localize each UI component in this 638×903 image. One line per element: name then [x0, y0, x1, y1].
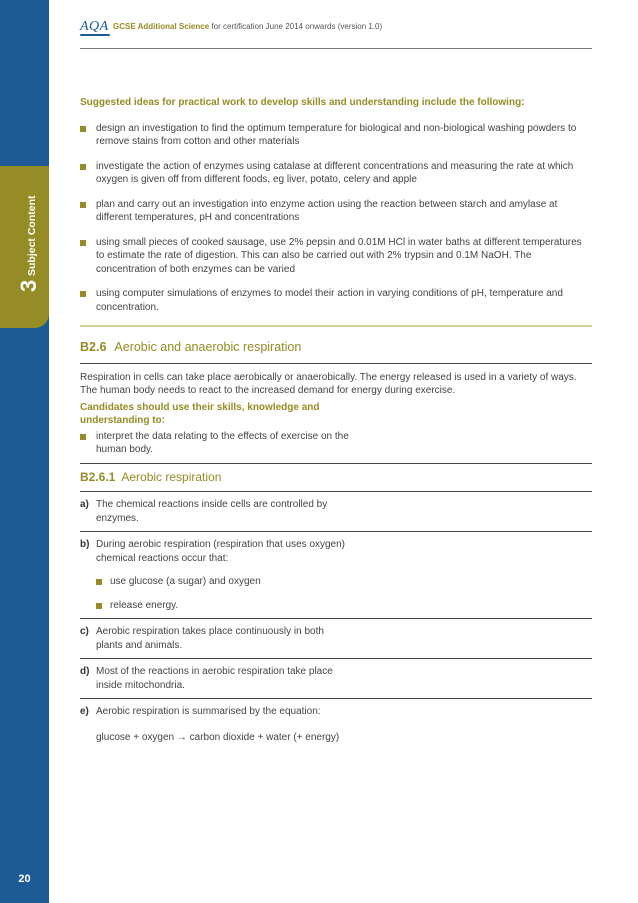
section-title: Aerobic and anaerobic respiration: [114, 340, 302, 354]
item-letter: a): [80, 499, 89, 510]
rule: [80, 618, 592, 619]
sub-item-text: release energy.: [110, 599, 179, 611]
subsection-title: Aerobic respiration: [121, 469, 222, 484]
bullet-square-icon: [80, 291, 86, 297]
practical-intro: Suggested ideas for practical work to develop skills and understanding include the following:: [80, 97, 525, 108]
skills-list: [80, 430, 350, 457]
practical-item-text: design an investigation to find the optimum temperature for biological and non-biological washing powders to remove stains from cotton and other materials: [96, 122, 577, 147]
chapter-title: Subject Content: [26, 195, 38, 276]
rule: [80, 531, 592, 532]
content-item-e: [80, 705, 496, 744]
page-header: [80, 18, 592, 46]
practical-item-text: investigate the action of enzymes using catalase at different concentrations and measuring the rate at which oxygen is given off from different foods, eg liver, potato, celery and apple: [96, 160, 574, 185]
bullet-square-icon: [80, 126, 86, 132]
header-rule: [80, 48, 592, 49]
practical-list: [80, 122, 592, 315]
practical-item: [80, 287, 592, 314]
content-item-b: [80, 538, 346, 612]
chapter-tab-label: [8, 182, 44, 292]
practical-item-text: using computer simulations of enzymes to model their action in varying conditions of pH, temperature and concentration.: [96, 288, 563, 313]
content-item-c: [80, 625, 346, 652]
bullet-square-icon: [80, 202, 86, 208]
practical-item: [80, 122, 592, 149]
spec-title: GCSE Additional Science: [113, 22, 210, 31]
rule: [80, 463, 592, 464]
skill-item: [80, 430, 350, 457]
respiration-equation: glucose + oxygen → carbon dioxide + water (+ energy): [96, 731, 340, 743]
item-text: The chemical reactions inside cells are controlled by enzymes.: [96, 499, 328, 524]
chapter-number: 3: [16, 279, 41, 292]
section-divider: [80, 325, 592, 327]
bullet-square-icon: [96, 579, 102, 585]
aqa-logo: AQA: [80, 19, 109, 34]
item-text: Most of the reactions in aerobic respiration take place inside mitochondria.: [96, 666, 333, 691]
content-item-a: [80, 498, 346, 525]
bullet-square-icon: [80, 240, 86, 246]
item-text: Aerobic respiration is summarised by the equation:: [96, 706, 321, 717]
sub-item-text: use glucose (a sugar) and oxygen: [110, 576, 261, 587]
practical-item: [80, 198, 592, 225]
bullet-square-icon: [80, 434, 86, 440]
content-item-d: [80, 665, 356, 692]
sidebar: [0, 0, 49, 903]
skill-item-text: interpret the data relating to the effects of exercise on the human body.: [96, 430, 349, 455]
practical-item: [80, 160, 592, 187]
header-title: [113, 22, 382, 31]
item-text: Aerobic respiration takes place continuously in both plants and animals.: [96, 626, 324, 651]
rule: [80, 698, 592, 699]
bullet-square-icon: [96, 603, 102, 609]
candidates-heading: Candidates should use their skills, knowledge and understanding to:: [80, 401, 320, 426]
rule: [80, 363, 592, 364]
practical-item-text: using small pieces of cooked sausage, use 2% pepsin and 0.01M HCl in water baths at different temperatures to estimate the rate of digestion. This can also be carried out with 2% trypsin and 0.1M NaOH. The concentration of both enzymes can be varied: [96, 236, 582, 275]
practical-item-text: plan and carry out an investigation into enzyme action using the reaction between starch and amylase at different temperatures, pH and concentrations: [96, 198, 558, 223]
practical-item: [80, 236, 592, 277]
main-content: [80, 96, 592, 750]
page-number: 20: [18, 873, 31, 885]
subsection-heading: [80, 471, 592, 485]
logo-swoosh-icon: [80, 34, 110, 36]
item-text: During aerobic respiration (respiration that uses oxygen) chemical reactions occur that:: [96, 539, 346, 564]
item-letter: d): [80, 666, 90, 677]
item-letter: c): [80, 626, 89, 637]
rule: [80, 491, 592, 492]
section-intro: Respiration in cells can take place aerobically or anaerobically. The energy released is used in a variety of ways. The human body needs to react to the increased demand for energy during exercise.: [80, 371, 577, 396]
sub-item: [96, 575, 346, 589]
item-letter: e): [80, 706, 89, 717]
spec-subtitle: for certification June 2014 onwards (version 1.0): [211, 22, 383, 31]
subsection-number: B2.6.1: [80, 469, 116, 484]
section-number: B2.6: [80, 340, 107, 354]
section-heading: [80, 341, 592, 355]
rule: [80, 658, 592, 659]
sub-item: [96, 599, 346, 613]
bullet-square-icon: [80, 164, 86, 170]
sub-list: [96, 575, 346, 612]
item-letter: b): [80, 539, 90, 550]
